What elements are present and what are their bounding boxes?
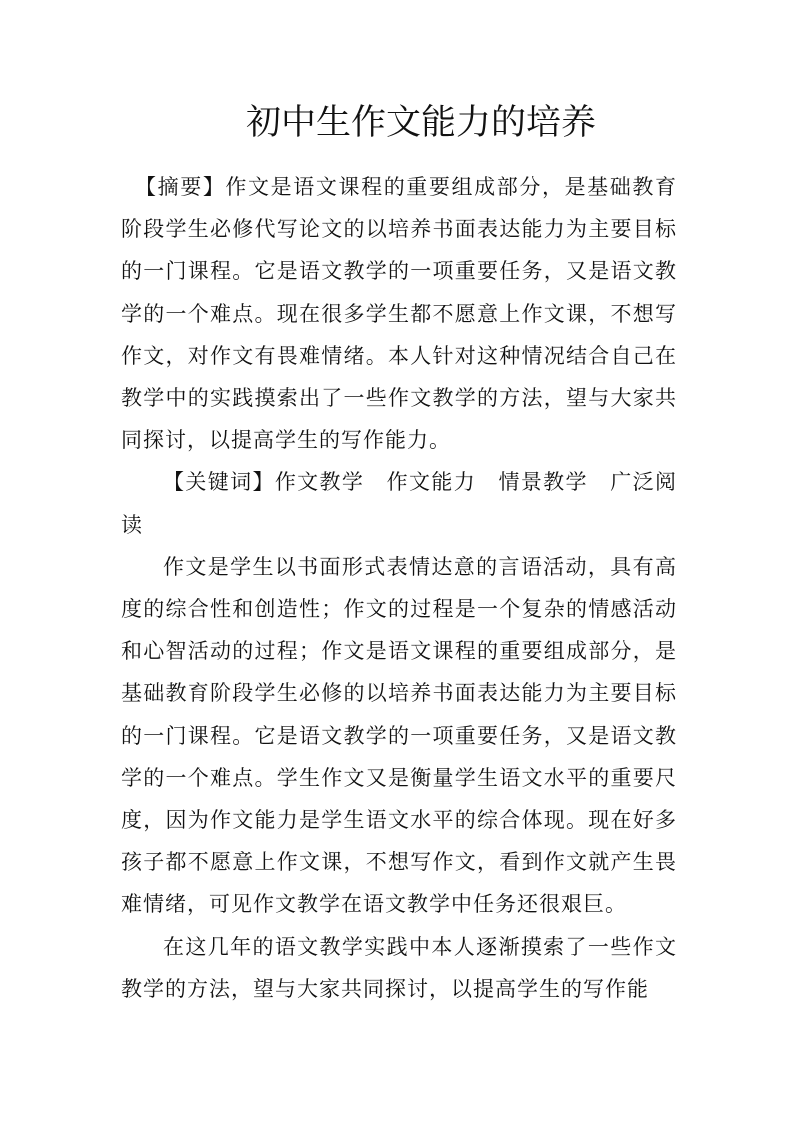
document-body [121, 166, 677, 1010]
document-title: 初中生作文能力的培养 [246, 103, 597, 143]
body-paragraph-1: 作文是学生以书面形式表情达意的言语活动，具有高度的综合性和创造性；作文的过程是一个复杂的情感活动和心智活动的过程；作文是语文课程的重要组成部分，是基础教育阶段学生必修的以培养书面表达能力为主要目标的一门课程。它是语文教学的一项重要任务，又是语文教学的一个难点。学生作文又是衡量学生语文水平的重要尺度，因为作文能力是学生语文水平的综合体现。现在好多孩子都不愿意上作文课，不想写作文，看到作文就产生畏难情绪，可见作文教学在语文教学中任务还很艰巨。 [121, 554, 677, 917]
abstract-paragraph: 【摘要】作文是语文课程的重要组成部分，是基础教育阶段学生必修代写论文的以培养书面表达能力为主要目标的一门课程。它是语文教学的一项重要任务，又是语文教学的一个难点。现在很多学生都不愿意上作文课，不想写作文，对作文有畏难情绪。本人针对这种情况结合自己在教学中的实践摸索出了一些作文教学的方法，望与大家共同探讨，以提高学生的写作能力。 [121, 175, 677, 453]
keywords-paragraph: 【关键词】作文教学 作文能力 情景教学 广泛阅读 [121, 470, 677, 537]
body-paragraph-2: 在这几年的语文教学实践中本人逐渐摸索了一些作文教学的方法，望与大家共同探讨，以提高学生的写作能 [121, 934, 677, 1001]
